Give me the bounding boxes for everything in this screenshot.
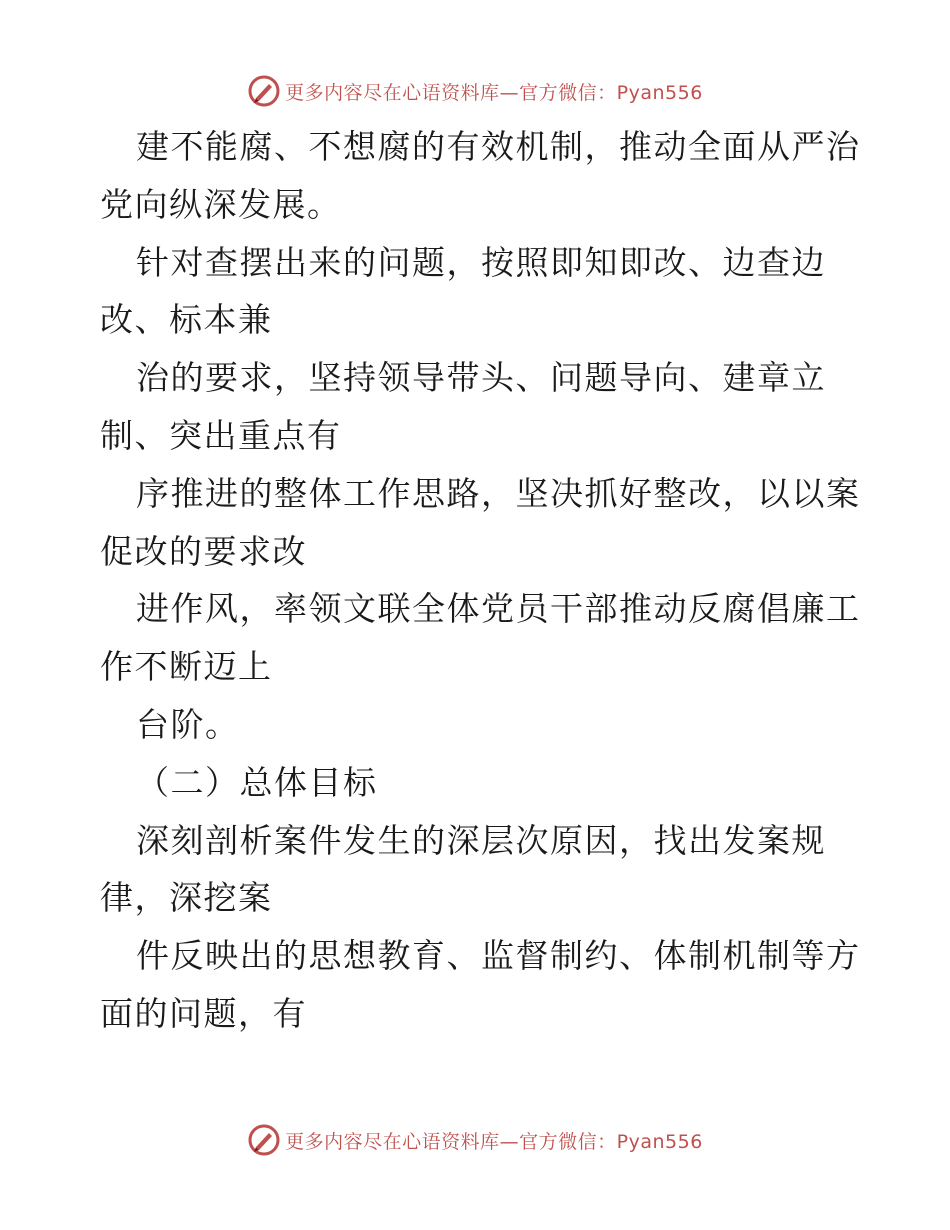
text-line: 改、标本兼	[100, 300, 273, 340]
text-line: 制、突出重点有	[100, 415, 342, 455]
text-line: 进作风，率领文联全体党员干部推动反腐倡廉工	[136, 589, 861, 629]
pen-circle-logo-icon	[247, 1123, 281, 1157]
pen-circle-logo-icon	[247, 74, 281, 108]
text-line: 针对查摆出来的问题，按照即知即改、边查边	[136, 242, 826, 282]
text-line: 序推进的整体工作思路，坚决抓好整改，以以案	[136, 473, 861, 513]
section-heading: （二）总体目标	[136, 762, 378, 802]
text-line: 面的问题，有	[100, 993, 307, 1033]
footer-watermark	[0, 1120, 950, 1160]
text-line: 治的要求，坚持领导带头、问题导向、建章立	[136, 358, 826, 398]
text-line: 件反映出的思想教育、监督制约、体制机制等方	[136, 936, 861, 976]
text-line: 深刻剖析案件发生的深层次原因，找出发案规	[136, 820, 826, 860]
document-body	[100, 118, 860, 1043]
text-line: 律，深挖案	[100, 878, 273, 918]
text-line: 作不断迈上	[100, 647, 273, 687]
text-line: 台阶。	[136, 704, 240, 744]
watermark-text: 更多内容尽在心语资料库—官方微信：Pyan556	[285, 1130, 703, 1153]
header-watermark	[0, 71, 950, 111]
text-line: 促改的要求改	[100, 531, 307, 571]
watermark-text: 更多内容尽在心语资料库—官方微信：Pyan556	[285, 81, 703, 104]
text-line: 党向纵深发展。	[100, 184, 342, 224]
text-line: 建不能腐、不想腐的有效机制，推动全面从严治	[136, 127, 861, 166]
